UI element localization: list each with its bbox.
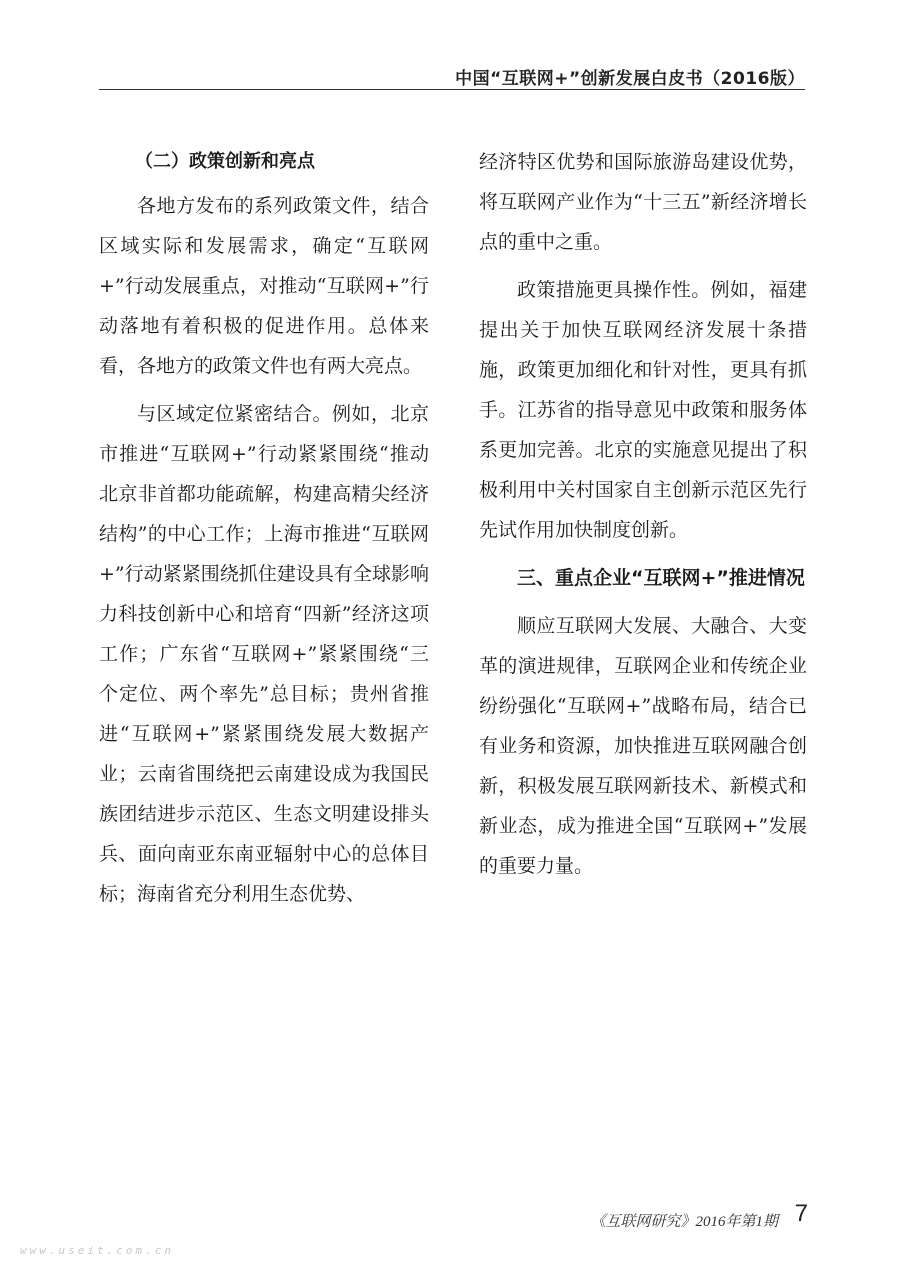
paragraph-policy-measures: 政策措施更具操作性。例如，福建提出关于加快互联网经济发展十条措施，政策更加细化和针对性，更具有抓手。江苏省的指导意见中政策和服务体系更加完善。北京的实施意见提出了积极利用中关村国家自主创新示范区先行先试作用加快制度创新。 — [479, 279, 807, 541]
paragraph-enterprise-progress: 顺应互联网大发展、大融合、大变革的演进规律，互联网企业和传统企业纷纷强化“互联网+”战略布局，结合已有业务和资源，加快推进互联网融合创新，积极发展互联网新技术、新模式和新业态，成为推进全国“互联网+”发展的重要力量。 — [479, 615, 807, 877]
watermark: www.useit.com.cn — [20, 1244, 174, 1257]
header-divider — [99, 89, 805, 90]
right-column — [479, 142, 807, 894]
running-header-title: 中国“互联网+”创新发展白皮书（2016版） — [455, 69, 805, 89]
page-number: 7 — [794, 1200, 808, 1227]
paragraph-policy-documents: 各地方发布的系列政策文件，结合区域实际和发展需求，确定“互联网+”行动发展重点，对推动“互联网+”行动落地有着积极的促进作用。总体来看，各地方的政策文件也有两大亮点。 — [99, 195, 429, 377]
footer-journal-title: 《互联网研究》2016年第1期 — [590, 1214, 778, 1230]
paragraph-continuation: 经济特区优势和国际旅游岛建设优势，将互联网产业作为“十三五”新经济增长点的重中之重。 — [479, 151, 807, 253]
paragraph-regional-positioning: 与区域定位紧密结合。例如，北京市推进“互联网+”行动紧紧围绕“推动北京非首都功能疏解，构建高精尖经济结构”的中心工作；上海市推进“互联网+”行动紧紧围绕抓住建设具有全球影响力科技创新中心和培育“四新”经济这项工作；广东省“互联网+”紧紧围绕“三个定位、两个率先”总目标；贵州省推进“互联网+”紧紧围绕发展大数据产业；云南省围绕把云南建设成为我国民族团结进步示范区、生态文明建设排头兵、面向南亚东南亚辐射中心的总体目标；海南省充分利用生态优势、 — [99, 403, 429, 905]
left-column — [99, 142, 429, 922]
section-heading-key-enterprises: 三、重点企业“互联网+”推进情况 — [517, 567, 805, 589]
section-heading-policy-innovation: （二）政策创新和亮点 — [135, 151, 315, 172]
